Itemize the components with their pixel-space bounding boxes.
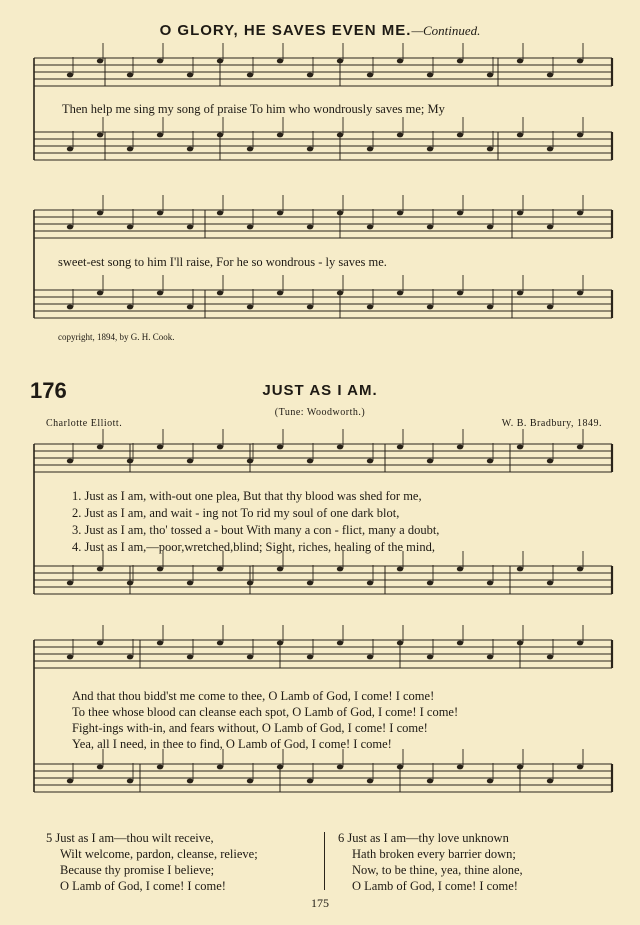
verses-second-half [72,688,458,752]
stanza-line: 6 Just as I am—thy love unknown [338,831,509,845]
composer: W. B. Bradbury, 1849. [501,418,602,429]
page-number: 175 [311,896,329,910]
running-title-continued: —Continued. [411,23,481,38]
author: Charlotte Elliott. [46,418,123,429]
verses-first-half [72,488,439,556]
stanza-line: Hath broken every barrier down; [352,847,516,861]
stanza-line: O Lamb of God, I come! I come! [60,879,226,893]
verse-line: 1. Just as I am, with-out one plea, But that thy blood was shed for me, [72,489,422,503]
stanza-line: 5 Just as I am—thou wilt receive, [46,831,214,845]
system2-lyric: sweet-est song to him I'll raise, For he so wondrous - ly saves me. [58,255,387,269]
verse-line: 3. Just as I am, tho' tossed a - bout With many a con - flict, many a doubt, [72,523,440,537]
stanza-6 [338,830,523,894]
stanza-line: Wilt welcome, pardon, cleanse, relieve; [60,847,258,861]
verse-line: 2. Just as I am, and wait - ing not To rid my soul of one dark blot, [72,506,400,520]
copyright: copyright, 1894, by G. H. Cook. [58,332,175,342]
stanza-line: Because thy promise I believe; [60,863,215,877]
running-title-text: O GLORY, HE SAVES EVEN ME. [159,22,412,39]
verse-line: Yea, all I need, in thee to find, O Lamb of God, I come! I come! [72,737,392,751]
stanza-line: O Lamb of God, I come! I come! [352,879,518,893]
stanza-divider [324,832,325,890]
tune-name: (Tune: Woodworth.) [274,407,366,418]
hymn-title: JUST AS I AM. [262,382,378,399]
verse-line: And that thou bidd'st me come to thee, O Lamb of God, I come! I come! [72,689,435,703]
stanza-line: Now, to be thine, yea, thine alone, [352,863,523,877]
system1-lyric: Then help me sing my song of praise To him who wondrously saves me; My [62,102,445,116]
stanza-5 [46,830,258,894]
hymn-number: 176 [30,378,67,403]
verse-line: Fight-ings with-in, and fears without, O Lamb of God, I come! I come! [72,721,428,735]
verse-line: 4. Just as I am,—poor,wretched,blind; Sight, riches, healing of the mind, [72,540,435,554]
verse-line: To thee whose blood can cleanse each spot, O Lamb of God, I come! I come! [72,705,459,719]
